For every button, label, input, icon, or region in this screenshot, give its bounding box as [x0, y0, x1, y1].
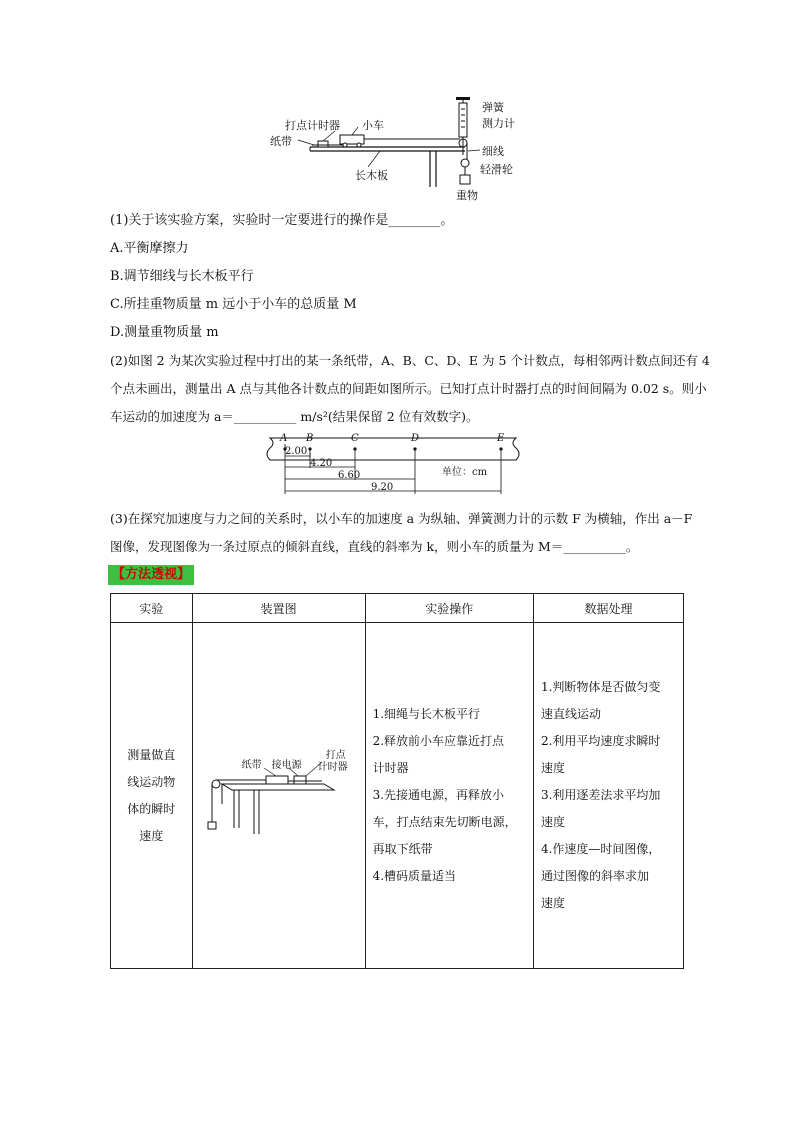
tape-point-b: B: [306, 433, 314, 444]
header-processing: 数据处理: [533, 594, 683, 623]
q3-line-1: (3)在探究加速度与力之间的关系时，以小车的加速度 a 为纵轴、弹簧测力计的示数 F 为横轴，作出 a－F: [110, 511, 693, 526]
label-tape: 纸带: [270, 135, 292, 148]
processing-line-1: 1.判断物体是否做匀变: [540, 680, 661, 694]
label-timer: 打点计时器: [285, 119, 340, 132]
apparatus-label-timer-2: 计时器: [317, 761, 348, 773]
tape-distance-ac: 4.20: [310, 458, 333, 469]
header-operation: 实验操作: [365, 594, 533, 623]
experiment-line-1: 测量做直: [127, 747, 176, 762]
header-apparatus: 装置图: [192, 594, 365, 623]
tape-point-d: D: [411, 433, 420, 444]
operation-line-1: 1.细绳与长木板平行: [372, 707, 481, 721]
processing-line-6: 速度: [540, 815, 565, 829]
q1-option-c: C.所挂重物质量 m 远小于小车的总质量 M: [110, 297, 357, 312]
tape-unit: 单位：cm: [442, 467, 488, 478]
label-weight: 重物: [456, 189, 478, 202]
processing-line-8: 通过图像的斜率求加: [540, 869, 649, 883]
cell-processing: [533, 623, 683, 969]
processing-line-2: 速直线运动: [540, 707, 601, 721]
label-string: 细线: [482, 145, 504, 158]
processing-line-9: 速度: [540, 896, 565, 910]
table-header-row: [111, 594, 684, 623]
experiment-line-2: 线运动物: [127, 774, 176, 789]
experiment-line-3: 体的瞬时: [127, 801, 176, 816]
figure-apparatus: [260, 95, 530, 205]
processing-line-3: 2.利用平均速度求瞬时: [540, 734, 661, 748]
label-board: 长木板: [355, 169, 388, 182]
figure-tape: [258, 430, 528, 500]
processing-line-5: 3.利用逐差法求平均加: [540, 788, 661, 802]
apparatus-label-power: 接电源: [271, 759, 302, 771]
operation-line-6: 再取下纸带: [372, 842, 433, 856]
q1-option-b: B.调节细线与长木板平行: [110, 269, 254, 284]
apparatus-label-timer-1: 打点: [325, 749, 346, 761]
q1-option-a: A.平衡摩擦力: [110, 241, 189, 256]
tape-distance-ab: 2.00: [285, 446, 308, 457]
operation-line-2: 2.释放前小车应靠近打点: [372, 734, 505, 748]
operation-line-7: 4.槽码质量适当: [372, 869, 457, 883]
tape-distance-ae: 9.20: [371, 482, 394, 493]
tape-point-e: E: [497, 433, 505, 444]
label-cart: 小车: [362, 119, 384, 132]
operation-line-3: 计时器: [372, 761, 409, 775]
tape-distance-ad: 6.60: [338, 470, 361, 481]
q2-line-2: 个点未画出，测量出 A 点与其他各计数点的间距如图所示。已知打点计时器打点的时间间隔为 0.02 s。则小: [110, 381, 707, 396]
label-pulley: 轻滑轮: [480, 163, 513, 176]
q2-line-3: 车运动的加速度为 a＝__________ m/s²(结果保留 2 位有效数字)。: [110, 409, 479, 424]
label-force-meter: 测力计: [482, 117, 515, 130]
processing-line-7: 4.作速度—时间图像，: [540, 842, 661, 856]
q3-line-2: 图像，发现图像为一条过原点的倾斜直线，直线的斜率为 k，则小车的质量为 M＝__________。: [110, 539, 639, 554]
apparatus-label-tape: 纸带: [241, 759, 262, 771]
operation-line-5: 车，打点结束先切断电源，: [372, 815, 517, 829]
method-title: 【方法透视】: [108, 565, 194, 585]
tape-point-c: C: [351, 433, 359, 444]
label-spring: 弹簧: [482, 101, 504, 114]
experiment-line-4: 速度: [139, 828, 164, 843]
q2-line-1: (2)如图 2 为某次实验过程中打出的某一条纸带，A、B、C、D、E 为 5 个计数点，每相邻两计数点间还有 4: [110, 353, 710, 368]
processing-line-4: 速度: [540, 761, 565, 775]
header-experiment: 实验: [111, 594, 193, 623]
q1-option-d: D.测量重物质量 m: [110, 325, 219, 340]
method-table: [110, 593, 684, 969]
table-row: [111, 623, 684, 969]
cell-experiment: [111, 623, 193, 969]
q1-stem: (1)关于该实验方案，实验时一定要进行的操作是________。: [110, 213, 454, 228]
tape-point-a: A: [280, 433, 288, 444]
cell-operations: [365, 623, 533, 969]
cell-apparatus: [192, 623, 365, 969]
operation-line-4: 3.先接通电源，再释放小: [372, 788, 505, 802]
